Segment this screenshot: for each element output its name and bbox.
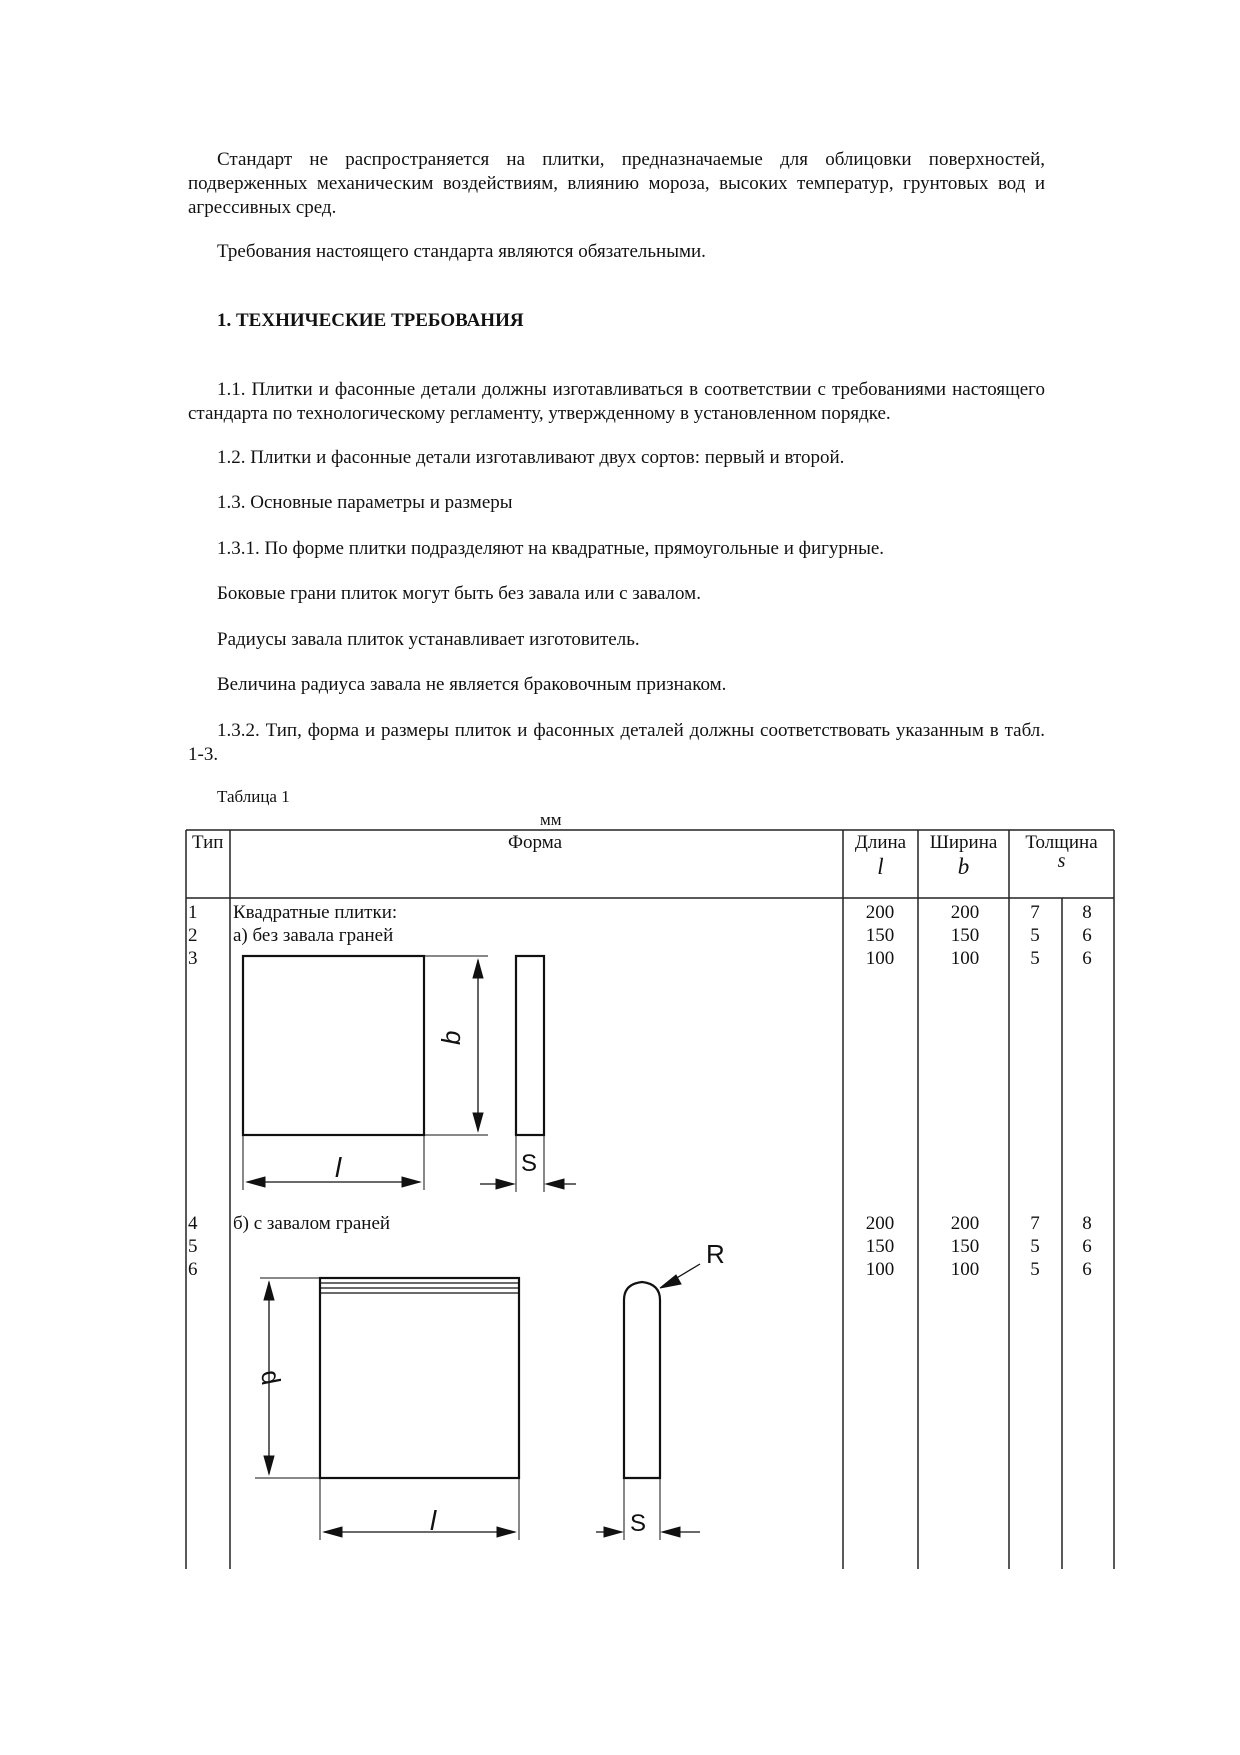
paragraph-scope: Стандарт не распространяется на плитки, предназначаемые для облицовки поверхностей, подверженных механическим воздействиям, влиянию мороза, высоких температур, грунтовых вод и агрессивных сред. — [188, 149, 1045, 218]
group-1-title: Квадратные плитки: — [233, 902, 398, 923]
type-cell: 4 — [188, 1213, 198, 1234]
thickness-cell: 5 — [1030, 925, 1040, 946]
group-2-subtitle: б) с завалом граней — [233, 1213, 391, 1234]
thickness-cell: 8 — [1082, 902, 1092, 923]
length-cell: 100 — [865, 948, 895, 969]
header-width-symbol: b — [957, 854, 970, 879]
tile-side-outline — [624, 1282, 660, 1478]
type-cell: 6 — [188, 1259, 198, 1280]
width-cell: 200 — [950, 902, 980, 923]
arrow-icon — [662, 1527, 680, 1537]
arrow-icon — [604, 1527, 622, 1537]
header-width: Ширина — [929, 832, 998, 853]
thickness-cell: 7 — [1030, 902, 1040, 923]
type-cell: 2 — [188, 925, 198, 946]
paragraph-radius: Радиусы завала плиток устанавливает изготовитель. — [217, 629, 640, 650]
header-length: Длина — [854, 832, 907, 853]
thickness-cell: 6 — [1082, 1259, 1092, 1280]
thickness-cell: 6 — [1082, 1236, 1092, 1257]
label-b: b — [436, 1030, 466, 1045]
paragraph-1-2: 1.2. Плитки и фасонные детали изготавливают двух сортов: первый и второй. — [217, 447, 845, 468]
width-cell: 100 — [950, 1259, 980, 1280]
header-type: Тип — [192, 832, 224, 853]
type-cell: 1 — [188, 902, 198, 923]
label-s: S — [630, 1510, 647, 1537]
thickness-cell: 5 — [1030, 1259, 1040, 1280]
arrow-icon — [264, 1456, 274, 1474]
thickness-cell: 7 — [1030, 1213, 1040, 1234]
label-b: b — [256, 1370, 286, 1385]
table-caption: Таблица 1 — [217, 787, 290, 806]
width-cell: 200 — [950, 1213, 980, 1234]
paragraph-side-faces: Боковые грани плиток могут быть без завала или с завалом. — [217, 583, 701, 604]
thickness-cell: 6 — [1082, 925, 1092, 946]
thickness-cell: 5 — [1030, 1236, 1040, 1257]
paragraph-1-3: 1.3. Основные параметры и размеры — [217, 492, 513, 513]
width-cell: 100 — [950, 948, 980, 969]
header-thickness-symbol: s — [1057, 850, 1066, 872]
label-s: S — [521, 1150, 538, 1177]
paragraph-radius-value: Величина радиуса завала не является браковочным признаком. — [217, 674, 727, 695]
label-l: l — [335, 1152, 342, 1183]
paragraph-mandatory: Требования настоящего стандарта являются обязательными. — [217, 241, 706, 262]
table-unit: мм — [540, 810, 562, 829]
tile-face-outline — [320, 1278, 519, 1478]
arrow-icon — [264, 1282, 274, 1300]
header-form: Форма — [508, 832, 563, 853]
paragraph-1-3-1: 1.3.1. По форме плитки подразделяют на квадратные, прямоугольные и фигурные. — [217, 538, 885, 559]
label-r: R — [706, 1239, 725, 1269]
length-cell: 200 — [865, 1213, 895, 1234]
arrow-icon — [497, 1527, 515, 1537]
thickness-cell: 5 — [1030, 948, 1040, 969]
length-cell: 200 — [865, 902, 895, 923]
length-cell: 100 — [865, 1259, 895, 1280]
section-heading: 1. ТЕХНИЧЕСКИЕ ТРЕБОВАНИЯ — [217, 310, 524, 331]
thickness-cell: 8 — [1082, 1213, 1092, 1234]
length-cell: 150 — [865, 925, 895, 946]
type-cell: 3 — [188, 948, 198, 969]
label-l: l — [430, 1505, 437, 1536]
paragraph-1-3-2: 1.3.2. Тип, форма и размеры плиток и фасонных деталей должны соответствовать указанным в табл. 1-3. — [188, 720, 1045, 765]
header-thickness: Толщина — [1025, 832, 1098, 853]
arrow-icon — [324, 1527, 342, 1537]
width-cell: 150 — [950, 925, 980, 946]
thickness-cell: 6 — [1082, 948, 1092, 969]
paragraph-1-1: 1.1. Плитки и фасонные детали должны изготавливаться в соответствии с требованиями настоящего стандарта по технологическому регламенту, утвержденному в установленном порядке. — [188, 379, 1045, 424]
width-cell: 150 — [950, 1236, 980, 1257]
header-length-symbol: l — [877, 854, 884, 879]
type-cell: 5 — [188, 1236, 198, 1257]
group-1-subtitle: а) без завала граней — [233, 925, 394, 946]
length-cell: 150 — [865, 1236, 895, 1257]
